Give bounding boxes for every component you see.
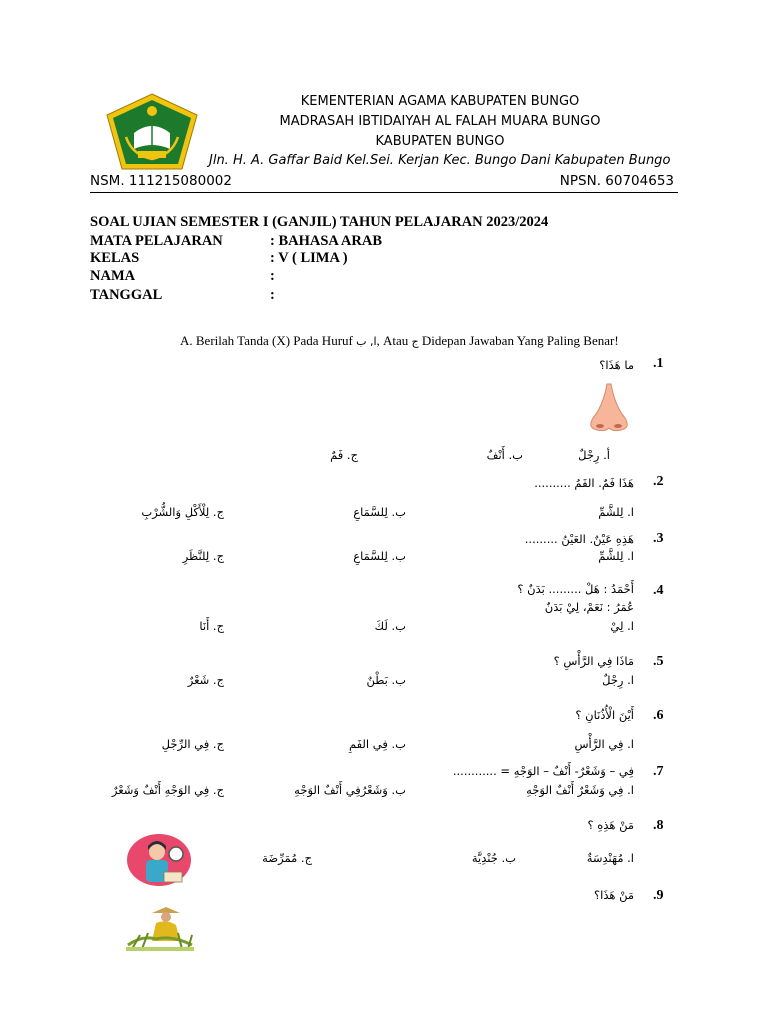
- question-number: .9: [653, 888, 664, 903]
- option-c[interactable]: ج. فِي الرِّجْلِ: [161, 737, 224, 751]
- option-a[interactable]: ا. لِلشَّمِّ: [598, 505, 634, 519]
- option-c[interactable]: ج. لِلْأَكْلِ وَالشُّرْبِ: [141, 505, 224, 519]
- question-text: أَيْنَ الْأُذُنَانِ ؟: [575, 708, 634, 722]
- option-c[interactable]: ج. شَعْرٌ: [187, 673, 224, 687]
- option-b[interactable]: ب. لِلسَّمَاعِ: [353, 505, 406, 519]
- question-text: مَنْ هَذِهِ ؟: [587, 818, 634, 832]
- question-text: هَذَا فَمٌ. الفَمُ ..........: [534, 476, 634, 490]
- header-divider: [90, 192, 678, 193]
- npsn-number: NPSN. 60704653: [559, 173, 674, 189]
- question-number: .7: [653, 764, 664, 779]
- info-label-class: KELAS: [90, 250, 140, 266]
- info-value-class: : V ( LIMA ): [270, 250, 348, 266]
- question-text: ما هَذَا؟: [599, 358, 634, 372]
- farmer-image: [122, 905, 198, 953]
- header-ministry: KEMENTERIAN AGAMA KABUPATEN BUNGO: [300, 94, 580, 109]
- info-label-date: TANGGAL: [90, 287, 163, 303]
- option-a[interactable]: ا. لِلشَّمِّ: [598, 549, 634, 563]
- question-text: فِي – وَشَعْرٌ- أَنْفٌ – الوَجْهِ = ............: [452, 764, 634, 778]
- option-b[interactable]: ب. لِلسَّمَاعِ: [353, 549, 406, 563]
- option-c[interactable]: ج. فَمٌ: [330, 448, 358, 462]
- option-a[interactable]: ا. فِي وَشَعْرٌ أَنْفٌ الوَجْهِ: [526, 783, 634, 797]
- info-value-name: :: [270, 268, 275, 284]
- option-a[interactable]: ا. رِجْلٌ: [602, 673, 634, 687]
- option-b[interactable]: ب. فِي الفَمِ: [348, 737, 406, 751]
- nose-image: [585, 382, 633, 434]
- header-address: Jln. H. A. Gaffar Baid Kel.Sei. Kerjan Kec. Bungo Dani Kabupaten Bungo: [209, 153, 671, 168]
- nsm-number: NSM. 111215080002: [90, 173, 232, 189]
- question-number: .3: [653, 531, 664, 546]
- info-value-date: :: [270, 287, 275, 303]
- question-text: أَحْمَدُ : هَلْ ......... بَدَنٌ ؟: [517, 582, 634, 596]
- option-c[interactable]: ج. أَنَا: [199, 619, 224, 633]
- option-b[interactable]: ب. جُنْدِيَّة: [471, 851, 516, 865]
- header-regency: KABUPATEN BUNGO: [375, 134, 505, 149]
- question-number: .1: [653, 356, 664, 371]
- option-a[interactable]: ا. لِيْ: [610, 619, 634, 633]
- question-text: هَذِهِ عَيْنٌ. العَيْنُ .........: [524, 532, 634, 546]
- question-number: .6: [653, 708, 664, 723]
- engineer-woman-image: [124, 832, 194, 888]
- option-a[interactable]: أ. رِجْلٌ: [578, 448, 610, 462]
- info-label-name: NAMA: [90, 268, 136, 284]
- question-text: عُمَرُ : نَعَمْ، لِيْ بَدَنٌ: [544, 600, 634, 614]
- option-b[interactable]: ب. لَكَ: [374, 619, 406, 633]
- question-number: .2: [653, 474, 664, 489]
- info-value-subject: : BAHASA ARAB: [270, 233, 382, 249]
- option-c[interactable]: ج. لِلنَّظَرِ: [182, 549, 224, 563]
- section-a-instruction: A. Berilah Tanda (X) Pada Huruf ا, ب, Atau ج Didepan Jawaban Yang Paling Benar!: [180, 333, 619, 348]
- option-c[interactable]: ج. مُمَرِّضَة: [262, 851, 312, 865]
- exam-title: SOAL UJIAN SEMESTER I (GANJIL) TAHUN PELAJARAN 2023/2024: [90, 214, 549, 230]
- option-a[interactable]: ا. فِي الرَّأْسِ: [574, 737, 634, 751]
- info-label-subject: MATA PELAJARAN: [90, 233, 223, 249]
- option-c[interactable]: ج. فِي الوَجْهِ أَنْفٌ وَشَعْرٌ: [111, 783, 224, 797]
- question-number: .8: [653, 818, 664, 833]
- question-text: مَاذَا فِي الرَّأْسِ ؟: [553, 654, 634, 668]
- option-b[interactable]: ب. أَنْفٌ: [486, 448, 523, 462]
- question-text: مَنْ هَذَا؟: [594, 888, 634, 902]
- option-a[interactable]: ا. مُهَنْدِسَةٌ: [586, 851, 634, 865]
- option-b[interactable]: ب. وَشَعْرُفِي أَنْفٌ الوَجْهِ: [294, 783, 406, 797]
- question-number: .5: [653, 654, 664, 669]
- option-b[interactable]: ب. بَطْنٌ: [366, 673, 406, 687]
- question-number: .4: [653, 583, 664, 598]
- header-school: MADRASAH IBTIDAIYAH AL FALAH MUARA BUNGO: [279, 114, 601, 129]
